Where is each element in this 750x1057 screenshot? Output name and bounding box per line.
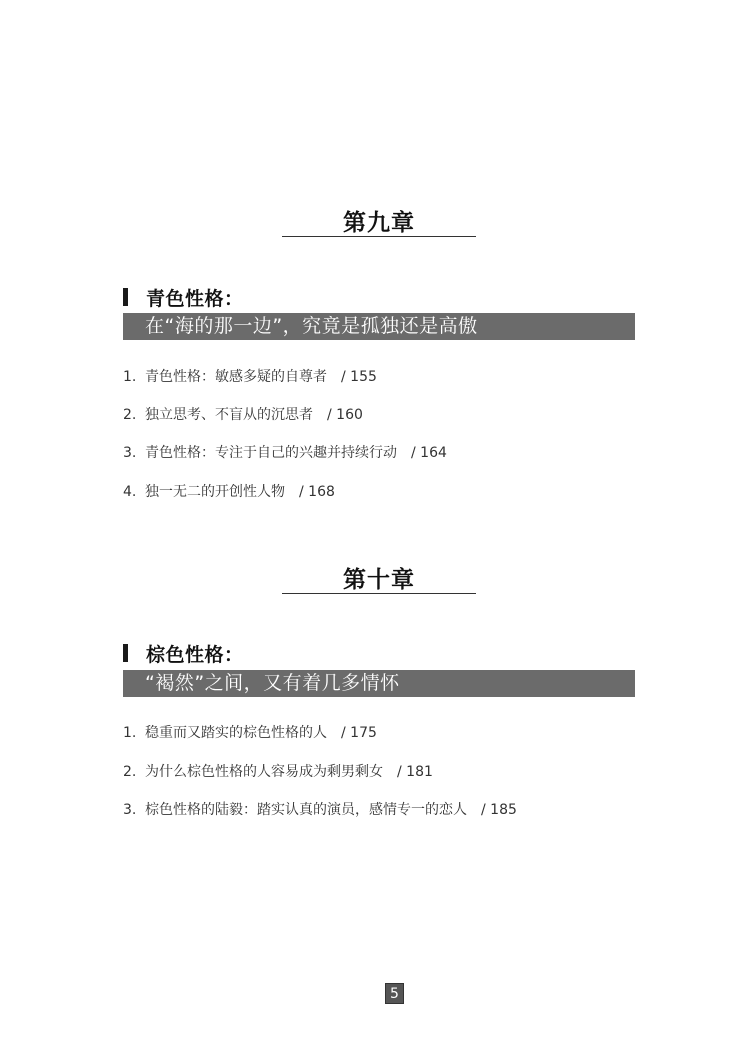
toc-entry[interactable] bbox=[123, 367, 377, 387]
chapter-10-rule bbox=[282, 593, 476, 594]
toc-entry[interactable] bbox=[123, 443, 447, 463]
toc-entry[interactable] bbox=[123, 723, 377, 743]
toc-entry-page: / 185 bbox=[481, 802, 517, 818]
toc-entry-title: 青色性格：敏感多疑的自尊者 bbox=[145, 369, 327, 385]
chapter-10-section-heading bbox=[123, 641, 244, 665]
toc-entry-page: / 164 bbox=[411, 445, 447, 461]
chapter-9-title: 第九章 bbox=[343, 209, 415, 236]
toc-entry[interactable] bbox=[123, 482, 335, 502]
toc-entry-number: 3. bbox=[123, 802, 137, 818]
toc-entry[interactable] bbox=[123, 405, 363, 425]
chapter-10-section-label: 棕色性格： bbox=[146, 643, 244, 666]
toc-entry[interactable] bbox=[123, 800, 517, 820]
chapter-9-section-heading bbox=[123, 285, 244, 309]
toc-entry[interactable] bbox=[123, 762, 433, 782]
toc-entry-title: 为什么棕色性格的人容易成为剩男剩女 bbox=[145, 764, 383, 780]
toc-entry-page: / 168 bbox=[299, 484, 335, 500]
toc-entry-page: / 181 bbox=[397, 764, 433, 780]
toc-entry-title: 稳重而又踏实的棕色性格的人 bbox=[145, 725, 327, 741]
toc-entry-title: 独立思考、不盲从的沉思者 bbox=[145, 407, 313, 423]
toc-entry-title: 独一无二的开创性人物 bbox=[145, 484, 285, 500]
toc-entry-title: 棕色性格的陆毅：踏实认真的演员，感情专一的恋人 bbox=[145, 802, 467, 818]
toc-entry-number: 1. bbox=[123, 725, 137, 741]
chapter-10-subtitle-band: “褐然”之间，又有着几多情怀 bbox=[123, 670, 635, 697]
toc-entry-number: 1. bbox=[123, 369, 137, 385]
chapter-9-section-label: 青色性格： bbox=[146, 287, 244, 310]
section-marker-bar bbox=[123, 288, 128, 306]
chapter-9-subtitle-band: 在“海的那一边”，究竟是孤独还是高傲 bbox=[123, 313, 635, 340]
toc-entry-number: 4. bbox=[123, 484, 137, 500]
toc-entry-number: 2. bbox=[123, 764, 137, 780]
toc-entry-page: / 160 bbox=[327, 407, 363, 423]
page-number: 5 bbox=[385, 983, 404, 1004]
toc-entry-title: 青色性格：专注于自己的兴趣并持续行动 bbox=[145, 445, 397, 461]
chapter-10-title: 第十章 bbox=[343, 566, 415, 593]
chapter-9-rule bbox=[282, 236, 476, 237]
toc-entry-number: 2. bbox=[123, 407, 137, 423]
toc-entry-number: 3. bbox=[123, 445, 137, 461]
section-marker-bar bbox=[123, 644, 128, 662]
toc-entry-page: / 155 bbox=[341, 369, 377, 385]
toc-entry-page: / 175 bbox=[341, 725, 377, 741]
